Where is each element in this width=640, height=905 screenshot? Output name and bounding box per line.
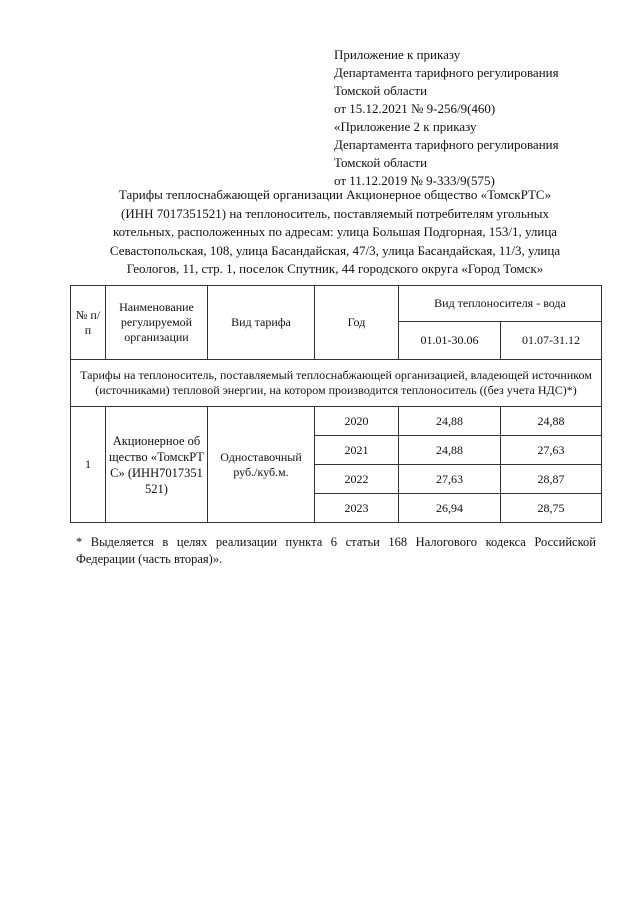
header-period-2: 01.07-31.12: [501, 322, 602, 360]
header-period-1: 01.01-30.06: [399, 322, 501, 360]
annex-line: Томской области: [334, 83, 428, 98]
title-line: Севастопольская, 108, улица Басандайская, 47/3, улица Басандайская, 11/3, улица: [109, 242, 561, 258]
row-org: Акционерное общество «ТомскРТС» (ИНН7017351521): [106, 407, 208, 523]
annex-line: Департамента тарифного регулирования: [334, 65, 559, 80]
row-num: 1: [71, 407, 106, 523]
title-line: котельных, расположенных по адресам: улица Большая Подгорная, 153/1, улица: [112, 224, 558, 239]
value-cell: 27,63: [399, 465, 501, 494]
header-org: Наименование регулируемой организации: [106, 286, 208, 360]
annex-block: [334, 46, 624, 190]
tariff-table: [70, 285, 602, 523]
value-cell: 28,87: [501, 465, 602, 494]
year-cell: 2021: [315, 436, 399, 465]
annex-line: Томской области: [334, 155, 428, 170]
title-line: Тарифы теплоснабжающей организации Акционерное общество «ТомскРТС»: [118, 187, 552, 202]
header-num: № п/п: [71, 286, 106, 360]
value-cell: 24,88: [399, 407, 501, 436]
value-cell: 24,88: [399, 436, 501, 465]
annex-line: Приложение к приказу: [334, 47, 461, 62]
document-title: [70, 186, 600, 279]
section-caption: Тарифы на теплоноситель, поставляемый теплоснабжающей организацией, владеющей источником (источниками) тепловой энергии, на котором производится теплоноситель ((без учета НДС)*): [71, 360, 602, 407]
value-cell: 28,75: [501, 494, 602, 523]
header-year: Год: [315, 286, 399, 360]
value-cell: 24,88: [501, 407, 602, 436]
title-line: (ИНН 7017351521) на теплоноситель, поставляемый потребителям угольных: [121, 205, 549, 221]
year-cell: 2022: [315, 465, 399, 494]
value-cell: 27,63: [501, 436, 602, 465]
annex-line: от 15.12.2021 № 9-256/9(460): [334, 101, 496, 116]
year-cell: 2020: [315, 407, 399, 436]
title-line: Геологов, 11, стр. 1, поселок Спутник, 44 городского округа «Город Томск»: [126, 261, 544, 276]
row-tariff-type: Одноставочный руб./куб.м.: [208, 407, 315, 523]
annex-line: Департамента тарифного регулирования: [334, 137, 559, 152]
annex-line: от 11.12.2019 № 9-333/9(575): [334, 173, 495, 188]
year-cell: 2023: [315, 494, 399, 523]
header-tariff-type: Вид тарифа: [208, 286, 315, 360]
annex-line: «Приложение 2 к приказу: [334, 119, 477, 134]
value-cell: 26,94: [399, 494, 501, 523]
header-medium: Вид теплоносителя - вода: [399, 286, 602, 322]
footnote: * Выделяется в целях реализации пункта 6 статьи 168 Налогового кодекса Российской Федерации (часть вторая)».: [76, 535, 596, 566]
